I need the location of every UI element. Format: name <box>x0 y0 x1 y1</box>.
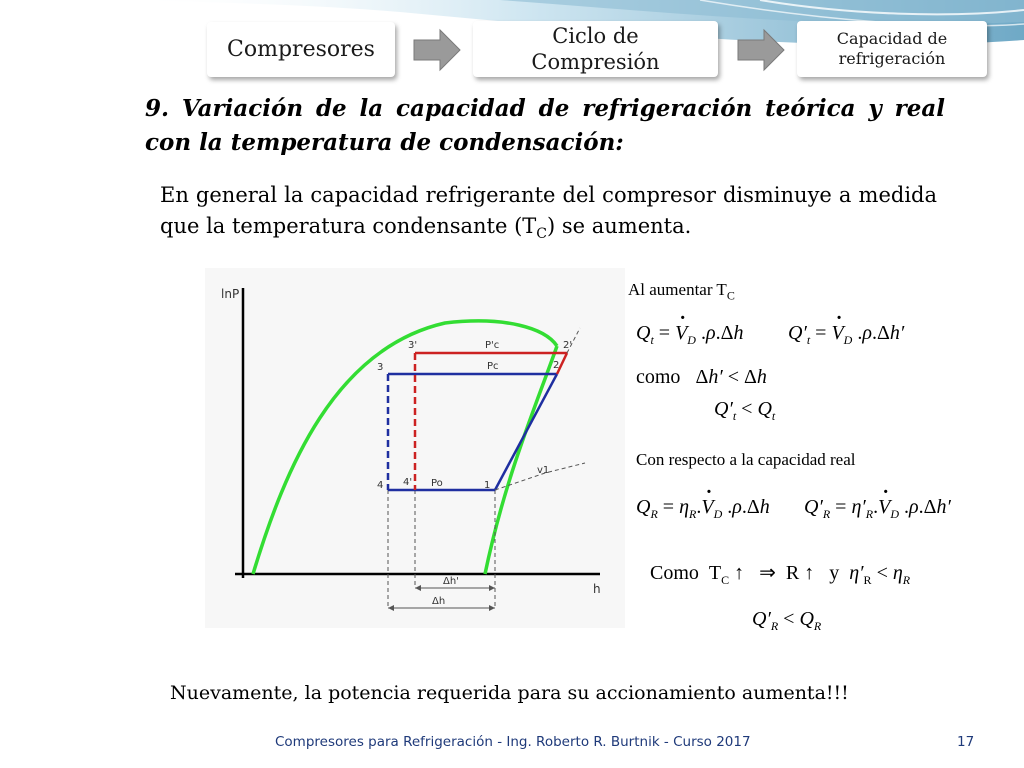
nav-step-compresores-label: Compresores <box>227 37 375 62</box>
nav-arrow-1 <box>412 28 462 72</box>
nav-arrow-2 <box>736 28 786 72</box>
point-2: 2 <box>553 360 560 371</box>
nav-step-ciclo-line1: Ciclo de <box>552 24 639 48</box>
equation-como-dh: como Δh′ < Δh <box>636 366 767 388</box>
point-1: 1 <box>484 480 491 491</box>
point-3prime: 3' <box>408 340 418 351</box>
equation-como-tc: Como $T_C$ ↑ ⇒ R ↑ y $\eta'_R < \eta_R$ <box>650 562 911 587</box>
intro-text-sub: C <box>536 226 547 243</box>
point-3: 3 <box>377 362 384 373</box>
vapor-line <box>485 346 560 574</box>
nav-step-compresores[interactable] <box>207 22 395 77</box>
label-pc-prime: P'c <box>485 340 500 351</box>
lnp-h-diagram <box>205 268 625 628</box>
y-axis-label: lnP <box>221 287 240 301</box>
nav-step-capacidad-line1: Capacidad de <box>836 29 948 48</box>
label-delta-h-prime: Δh' <box>443 576 459 587</box>
intro-paragraph <box>160 180 937 250</box>
page-number: 17 <box>957 734 975 750</box>
equation-qr-prime: $Q'_R = \eta'_R.\cdot V_D$ .ρ.Δh′ <box>804 496 951 522</box>
equation-qt-prime: $Q'_t$ = · $V_D$ .ρ.Δh′ <box>788 322 904 348</box>
label-v1: v1 <box>537 465 550 476</box>
label-po: Po <box>431 478 443 489</box>
point-4prime: 4' <box>403 477 413 488</box>
label-pc: Pc <box>487 361 499 372</box>
equation-qr-compare: $Q'_R < Q_R$ <box>752 608 822 633</box>
saturation-dome <box>253 321 560 574</box>
equation-qt-compare: $Q'_t < Q_t$ <box>714 398 776 423</box>
label-delta-h: Δh <box>432 596 446 607</box>
intro-text-after: ) se aumenta. <box>547 214 692 238</box>
point-2prime: 2' <box>563 340 573 351</box>
footer-text: Compresores para Refrigeración - Ing. Roberto R. Burtnik - Curso 2017 <box>275 734 751 750</box>
section-title: 9. Variación de la capacidad de refrigeración teórica y real con la temperatura de condensación: <box>145 95 945 156</box>
equation-qr: $Q_R = \eta_R.\cdot V_D$ .ρ.Δh <box>636 496 770 522</box>
note-con-respecto: Con respecto a la capacidad real <box>636 450 856 469</box>
point-4: 4 <box>377 480 384 491</box>
nav-step-capacidad[interactable] <box>797 21 987 77</box>
intro-text-before: En general la capacidad refrigerante del compresor disminuye a medida que la temperatura condensante (T <box>160 183 937 238</box>
equation-qt: $Q_t$ = · $V_D$ .ρ.Δh <box>636 322 743 348</box>
conclusion-text: Nuevamente, la potencia requerida para su accionamiento aumenta!!! <box>170 682 849 704</box>
nav-step-capacidad-line2: refrigeración <box>838 49 946 68</box>
nav-step-ciclo-line2: Compresión <box>531 50 660 74</box>
x-axis-label: h <box>593 582 601 596</box>
note-al-aumentar: Al aumentar $T_C$ <box>628 280 735 303</box>
nav-step-ciclo[interactable] <box>473 21 718 77</box>
